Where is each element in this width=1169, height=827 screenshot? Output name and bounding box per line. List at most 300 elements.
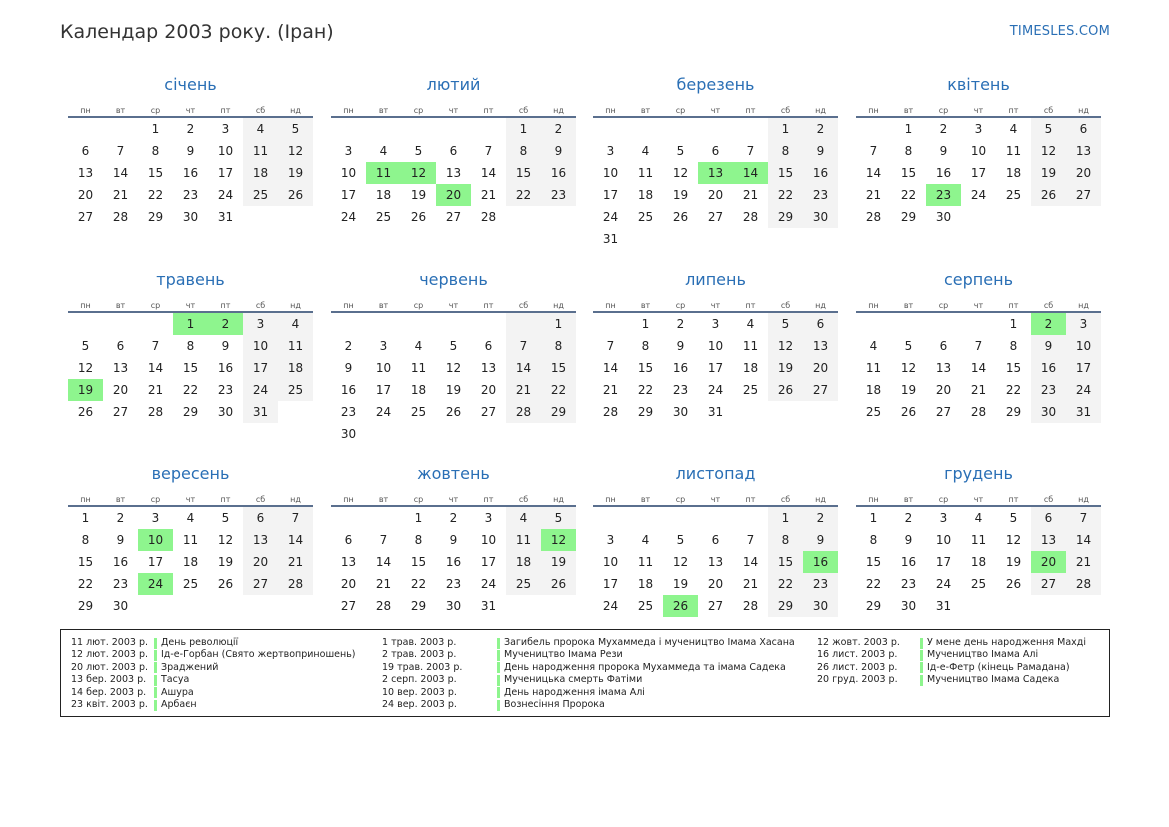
holiday-day-cell: 26 [663,595,698,617]
weekday-label: ср [675,494,686,504]
empty-cell [698,118,733,140]
day-cell: 7 [1066,507,1101,529]
empty-cell [436,118,471,140]
day-cell: 9 [221,339,230,353]
empty-cell [401,118,436,140]
holiday-color-marker [154,650,157,661]
holiday-color-marker [920,662,923,673]
day-cell: 10 [217,144,234,158]
week-row [331,335,576,357]
month-name: липень [685,270,746,289]
day-cell: 21 [375,577,392,591]
day-cell: 23 [672,383,689,397]
day-cell: 5 [541,507,576,529]
month-6 [331,270,576,445]
empty-cell [926,313,961,335]
day-cell: 4 [278,313,313,335]
day-cell: 8 [869,533,878,547]
empty-cell [768,401,803,423]
day-cell: 10 [340,166,357,180]
empty-cell [68,313,103,335]
weekday-label: нд [290,105,301,115]
month-name: січень [164,75,217,94]
day-cell: 27 [707,210,724,224]
holiday-color-marker [154,687,157,698]
day-cell: 25 [410,405,427,419]
week-row [68,140,313,162]
day-cell: 3 [151,511,160,525]
legend-item [382,662,795,674]
day-cell: 4 [379,144,388,158]
day-cell: 14 [278,529,313,551]
day-cell: 8 [506,140,541,162]
weekday-label: вт [903,300,914,310]
day-cell: 17 [970,166,987,180]
day-cell: 20 [480,383,497,397]
weekday-label: вт [640,105,651,115]
day-cell: 21 [278,551,313,573]
day-cell: 7 [869,144,878,158]
day-cell: 7 [606,339,615,353]
day-cell: 25 [1005,188,1022,202]
legend-column-3 [817,637,1086,687]
day-cell: 28 [970,405,987,419]
day-cell: 18 [278,357,313,379]
day-cell: 1 [768,507,803,529]
day-cell: 6 [1031,507,1066,529]
day-cell: 19 [1005,555,1022,569]
week-row [593,357,838,379]
day-cell: 30 [445,599,462,613]
day-cell: 29 [147,210,164,224]
day-cell: 19 [410,188,427,202]
empty-cell [278,401,313,423]
holiday-day-cell: 23 [926,184,961,206]
day-cell: 25 [637,599,654,613]
day-cell: 22 [900,188,917,202]
day-cell: 26 [768,379,803,401]
legend-item [71,674,356,686]
week-row [856,184,1101,206]
day-cell: 24 [375,405,392,419]
weekday-label: пт [220,300,231,310]
day-cell: 4 [243,118,278,140]
week-row [856,162,1101,184]
day-cell: 10 [602,555,619,569]
day-cell: 23 [803,184,838,206]
legend-item [71,662,356,674]
day-cell: 24 [1066,379,1101,401]
day-cell: 22 [182,383,199,397]
week-row [856,357,1101,379]
day-cell: 2 [116,511,125,525]
day-cell: 17 [243,357,278,379]
weekday-label: сб [518,300,529,310]
week-row [593,206,838,228]
week-row [856,206,1101,228]
day-cell: 30 [803,206,838,228]
empty-cell [733,401,768,423]
day-cell: 27 [935,405,952,419]
legend-item [71,637,356,649]
day-cell: 21 [1066,551,1101,573]
weekday-label: пн [868,300,879,310]
week-row [68,595,313,617]
day-cell: 16 [217,361,234,375]
day-cell: 14 [742,555,759,569]
day-cell: 22 [1005,383,1022,397]
day-cell: 16 [182,166,199,180]
weekday-label: чт [973,105,984,115]
day-cell: 13 [803,335,838,357]
day-cell: 15 [768,162,803,184]
week-row [593,162,838,184]
day-cell: 5 [904,339,913,353]
day-cell: 13 [77,166,94,180]
day-cell: 29 [768,206,803,228]
weekday-label: вт [115,105,126,115]
day-cell: 25 [278,379,313,401]
weekday-label: вт [378,494,389,504]
day-cell: 14 [480,166,497,180]
day-cell: 11 [1005,144,1022,158]
day-cell: 7 [746,144,755,158]
weekday-label: пт [220,494,231,504]
day-cell: 8 [641,339,650,353]
day-cell: 31 [480,599,497,613]
empty-cell [961,313,996,335]
weekday-label: вт [115,494,126,504]
day-cell: 6 [711,533,720,547]
week-row [331,313,576,335]
day-cell: 27 [1066,184,1101,206]
legend-item [71,649,356,661]
weekday-label: вт [115,300,126,310]
day-cell: 5 [221,511,230,525]
day-cell: 3 [711,317,720,331]
day-cell: 3 [1066,313,1101,335]
day-cell: 30 [935,210,952,224]
day-cell: 13 [243,529,278,551]
day-cell: 16 [935,166,952,180]
day-cell: 11 [243,140,278,162]
legend-item [71,699,356,711]
day-cell: 21 [112,188,129,202]
day-cell: 12 [217,533,234,547]
day-cell: 24 [602,599,619,613]
weekday-label: вт [903,105,914,115]
weekday-label: пт [483,494,494,504]
day-cell: 29 [865,599,882,613]
empty-cell [103,313,138,335]
day-cell: 10 [707,339,724,353]
legend-date: 12 жовт. 2003 р. [817,637,900,648]
empty-cell [366,423,401,445]
page-title: Календар 2003 року. (Іран) [60,21,334,43]
day-cell: 4 [869,339,878,353]
empty-cell [506,206,541,228]
day-cell: 6 [344,533,353,547]
day-cell: 23 [900,577,917,591]
day-cell: 23 [445,577,462,591]
holiday-day-cell: 20 [436,184,471,206]
week-row [331,379,576,401]
weekday-label: ср [938,300,949,310]
weekday-label: чт [448,300,459,310]
day-cell: 29 [541,401,576,423]
empty-cell [138,313,173,335]
day-cell: 7 [116,144,125,158]
weekday-header [331,294,576,313]
week-row [331,529,576,551]
day-cell: 10 [243,335,278,357]
day-cell: 26 [900,405,917,419]
day-cell: 22 [768,184,803,206]
day-cell: 29 [182,405,199,419]
weekday-label: сб [255,494,266,504]
day-cell: 13 [1066,140,1101,162]
weekday-label: пт [745,494,756,504]
day-cell: 29 [77,599,94,613]
day-cell: 25 [375,210,392,224]
day-cell: 1 [81,511,90,525]
empty-cell [856,313,891,335]
weekday-label: чт [973,300,984,310]
day-cell: 14 [602,361,619,375]
weekday-label: сб [1043,494,1054,504]
week-row [856,595,1101,617]
holiday-color-marker [920,638,923,649]
day-cell: 24 [970,188,987,202]
day-cell: 1 [869,511,878,525]
empty-cell [803,228,838,250]
day-cell: 2 [344,339,353,353]
day-cell: 1 [768,118,803,140]
day-cell: 27 [112,405,129,419]
day-cell: 16 [900,555,917,569]
day-cell: 15 [900,166,917,180]
day-cell: 2 [803,507,838,529]
day-cell: 3 [243,313,278,335]
day-cell: 4 [1009,122,1018,136]
month-name: серпень [944,270,1013,289]
day-cell: 3 [939,511,948,525]
day-cell: 17 [602,577,619,591]
weekday-label: пн [343,105,354,115]
legend-column-2 [382,637,795,711]
day-cell: 4 [506,507,541,529]
day-cell: 18 [182,555,199,569]
holiday-day-cell: 14 [733,162,768,184]
day-cell: 16 [803,162,838,184]
legend-item [817,674,1086,686]
day-cell: 5 [278,118,313,140]
legend-date: 12 лют. 2003 р. [71,649,148,661]
week-row [331,551,576,573]
day-cell: 14 [865,166,882,180]
day-cell: 14 [375,555,392,569]
day-cell: 22 [541,379,576,401]
month-7 [593,270,838,423]
empty-cell [541,206,576,228]
empty-cell [628,228,663,250]
week-row [593,551,838,573]
day-cell: 3 [606,533,615,547]
day-cell: 23 [112,577,129,591]
day-cell: 8 [186,339,195,353]
empty-cell [1066,206,1101,228]
week-row [68,573,313,595]
day-cell: 29 [410,599,427,613]
day-cell: 20 [112,383,129,397]
week-row [331,401,576,423]
week-row [593,401,838,423]
weekday-label: чт [710,300,721,310]
day-cell: 30 [803,595,838,617]
month-name: квітень [947,75,1010,94]
day-cell: 5 [768,313,803,335]
day-cell: 5 [1031,118,1066,140]
weekday-label: пн [868,105,879,115]
day-cell: 9 [904,533,913,547]
week-row [331,162,576,184]
month-11 [593,464,838,617]
month-4 [856,75,1101,228]
empty-cell [208,595,243,617]
day-cell: 12 [1005,533,1022,547]
day-cell: 4 [641,144,650,158]
week-row [593,595,838,617]
week-row [331,595,576,617]
legend-holiday-name: Зраджений [161,661,219,673]
empty-cell [593,507,628,529]
day-cell: 29 [900,210,917,224]
day-cell: 27 [707,599,724,613]
day-cell: 28 [278,573,313,595]
month-name: лютий [426,75,481,94]
day-cell: 19 [278,162,313,184]
weekday-label: нд [553,300,564,310]
empty-cell [733,228,768,250]
empty-cell [436,423,471,445]
day-cell: 19 [1031,162,1066,184]
day-cell: 9 [449,533,458,547]
day-cell: 8 [904,144,913,158]
day-cell: 3 [974,122,983,136]
weekday-label: пт [220,105,231,115]
weekday-label: сб [1043,300,1054,310]
day-cell: 27 [340,599,357,613]
day-cell: 27 [445,210,462,224]
week-row [856,313,1101,335]
day-cell: 18 [742,361,759,375]
day-cell: 17 [375,383,392,397]
day-cell: 15 [865,555,882,569]
legend-column-1 [71,637,356,711]
day-cell: 11 [182,533,199,547]
weekday-label: сб [518,105,529,115]
day-cell: 9 [939,144,948,158]
legend-date: 20 груд. 2003 р. [817,674,898,686]
empty-cell [1031,595,1066,617]
week-row [593,529,838,551]
empty-cell [733,118,768,140]
day-cell: 24 [480,577,497,591]
legend-holiday-name: День революції [161,637,239,648]
site-link[interactable]: TIMESLES.COM [1009,24,1110,39]
day-cell: 2 [939,122,948,136]
week-row [856,507,1101,529]
legend-item [71,687,356,699]
day-cell: 1 [414,511,423,525]
empty-cell [471,423,506,445]
weekday-header [331,488,576,507]
day-cell: 16 [445,555,462,569]
day-cell: 12 [278,140,313,162]
legend-holiday-name: Мучеництво Імама Алі [927,649,1039,661]
day-cell: 21 [602,383,619,397]
empty-cell [628,118,663,140]
holiday-color-marker [154,662,157,673]
day-cell: 11 [506,529,541,551]
holiday-color-marker [497,638,500,649]
empty-cell [331,118,366,140]
week-row [68,162,313,184]
day-cell: 27 [77,210,94,224]
month-name: грудень [944,464,1013,483]
day-cell: 21 [742,577,759,591]
weekday-label: чт [185,300,196,310]
day-cell: 15 [77,555,94,569]
weekday-label: нд [815,494,826,504]
day-cell: 21 [506,379,541,401]
holiday-color-marker [497,700,500,711]
day-cell: 2 [803,118,838,140]
day-cell: 21 [742,188,759,202]
day-cell: 2 [449,511,458,525]
week-row [331,573,576,595]
day-cell: 3 [221,122,230,136]
legend-item [382,674,795,686]
weekday-label: пт [1008,494,1019,504]
empty-cell [366,313,401,335]
week-row [68,184,313,206]
week-row [593,573,838,595]
day-cell: 10 [375,361,392,375]
day-cell: 16 [541,162,576,184]
day-cell: 20 [243,551,278,573]
day-cell: 13 [112,361,129,375]
week-row [331,118,576,140]
day-cell: 6 [116,339,125,353]
week-row [593,140,838,162]
day-cell: 18 [410,383,427,397]
holiday-day-cell: 19 [68,379,103,401]
day-cell: 9 [676,339,685,353]
day-cell: 20 [707,577,724,591]
day-cell: 11 [970,533,987,547]
day-cell: 21 [147,383,164,397]
day-cell: 18 [637,188,654,202]
weekday-label: сб [780,300,791,310]
legend-item [382,649,795,661]
holiday-color-marker [920,650,923,661]
day-cell: 28 [742,210,759,224]
day-cell: 12 [672,166,689,180]
day-cell: 2 [676,317,685,331]
day-cell: 13 [480,361,497,375]
day-cell: 20 [803,357,838,379]
